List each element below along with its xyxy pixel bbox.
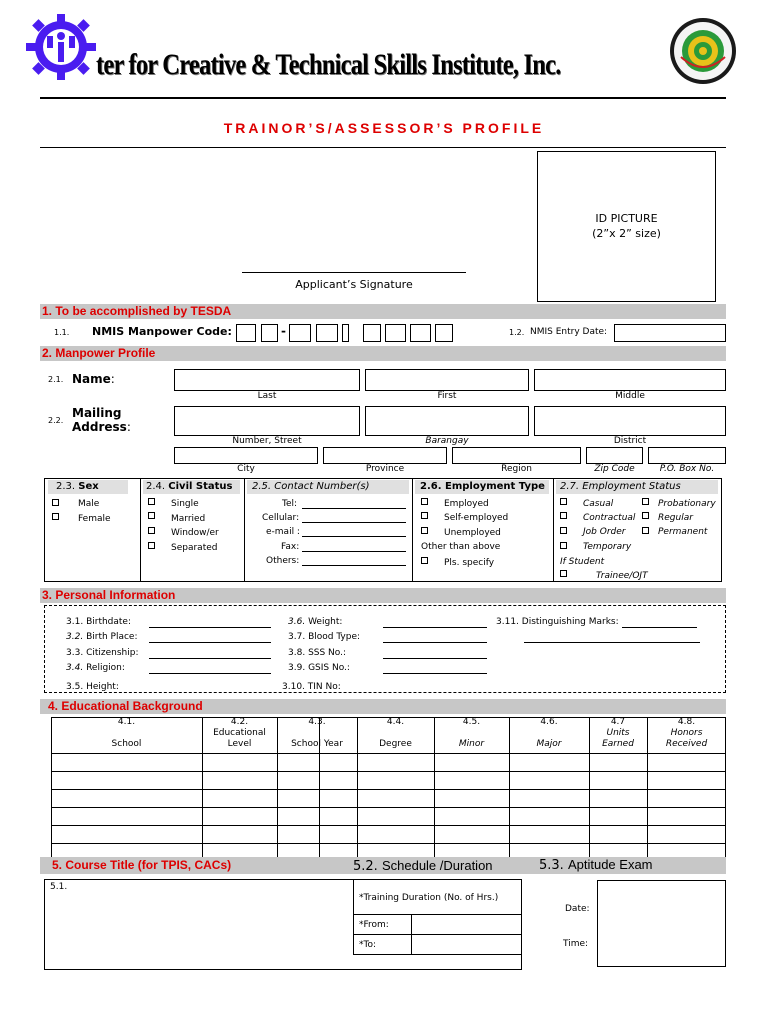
schedule-row-line-3 <box>353 954 522 955</box>
last-caption: Last <box>257 391 277 401</box>
weight-line[interactable] <box>383 627 487 628</box>
middle-caption: Middle <box>615 391 645 401</box>
col-level: 4.2. Educational Level <box>213 717 266 749</box>
city-caption: City <box>237 464 255 474</box>
exam-date-label: Date: <box>565 904 590 914</box>
blood-label: 3.7. Blood Type: <box>288 632 361 642</box>
nmis-code-box-6[interactable] <box>363 324 381 342</box>
female-checkbox[interactable] <box>52 513 59 520</box>
barangay-field[interactable] <box>365 406 529 436</box>
gsis-label: 3.9. GSIS No.: <box>288 663 350 673</box>
single-label: Single <box>171 499 199 509</box>
widow-label: Window/er <box>171 528 219 538</box>
probationary-checkbox[interactable] <box>642 498 649 505</box>
province-caption: Province <box>365 464 405 474</box>
contact-title: 2.5. Contact Number(s) <box>252 481 370 492</box>
separated-checkbox[interactable] <box>148 542 155 549</box>
section-1-title: 1. To be accomplished by TESDA <box>42 304 232 318</box>
job-order-label: Job Order <box>583 527 626 537</box>
section-5-title: 5. Course Title (for TPIS, CACs) <box>52 858 232 872</box>
nmis-dash: - <box>281 324 286 338</box>
unemployed-checkbox[interactable] <box>421 527 428 534</box>
item-number: 1.2. <box>509 328 525 337</box>
nmis-code-box-7[interactable] <box>385 324 406 342</box>
fax-line[interactable] <box>302 551 406 552</box>
schedule-col-line <box>411 914 412 954</box>
org-name: ter for Creative & Technical Skills Institute, Inc. <box>96 48 561 81</box>
form-title: TRAINOR’S/ASSESSOR’S PROFILE <box>223 120 545 136</box>
temporary-checkbox[interactable] <box>560 542 567 549</box>
widow-checkbox[interactable] <box>148 527 155 534</box>
aptitude-exam-box[interactable] <box>597 880 726 967</box>
table-row[interactable] <box>52 826 726 844</box>
id-picture-label: ID PICTURE <box>595 212 658 225</box>
tin-label: 3.10. TIN No: <box>282 682 341 692</box>
table-row[interactable] <box>52 754 726 772</box>
exam-time-label: Time: <box>563 939 589 949</box>
personal-info-box <box>44 605 726 693</box>
first-caption: First <box>437 391 457 401</box>
cellular-line[interactable] <box>302 522 406 523</box>
employed-label: Employed <box>444 499 489 509</box>
specify-checkbox[interactable] <box>421 557 428 564</box>
nmis-code-box-1[interactable] <box>236 324 256 342</box>
sex-title: 2.3. Sex <box>56 481 99 492</box>
others-line[interactable] <box>302 565 406 566</box>
contractual-label: Contractual <box>583 513 636 523</box>
item-number: 1.1. <box>54 328 70 337</box>
section-3-title: 3. Personal Information <box>42 588 176 602</box>
name-label: Name: <box>72 372 115 386</box>
section-1-bar <box>40 304 726 319</box>
marks-label: 3.11. Distinguishing Marks: <box>496 617 619 627</box>
signature-line[interactable] <box>242 272 466 273</box>
item-number: 5.1. <box>50 882 68 892</box>
civil-title: 2.4. Civil Status <box>146 481 233 492</box>
birthdate-label: 3.1. Birthdate: <box>66 617 131 627</box>
blood-line[interactable] <box>383 642 487 643</box>
separated-label: Separated <box>171 543 218 553</box>
single-checkbox[interactable] <box>148 498 155 505</box>
col-degree: 4.4. Degree <box>379 717 412 749</box>
email-label: e-mail : <box>266 527 300 537</box>
tel-label: Tel: <box>282 499 298 509</box>
divider <box>553 478 554 582</box>
self-employed-checkbox[interactable] <box>421 512 428 519</box>
last-name-field[interactable] <box>174 369 360 391</box>
empstatus-title: 2.7. Employment Status <box>560 481 681 492</box>
sss-label: 3.8. SSS No.: <box>288 648 347 658</box>
schedule-row-line-2 <box>353 934 522 935</box>
regular-label: Regular <box>658 513 693 523</box>
col-school: 4.1. School <box>111 717 142 749</box>
contractual-checkbox[interactable] <box>560 512 567 519</box>
signature-label: Applicant’s Signature <box>295 278 413 291</box>
cellular-label: Cellular: <box>262 513 300 523</box>
citizenship-label: 3.3. Citizenship: <box>66 648 139 658</box>
trainee-checkbox[interactable] <box>560 570 567 577</box>
region-field[interactable] <box>452 447 581 464</box>
citizenship-line[interactable] <box>149 658 271 659</box>
section-2-bar <box>40 346 726 361</box>
nmis-code-box-2[interactable] <box>261 324 278 342</box>
divider <box>244 478 245 582</box>
fax-label: Fax: <box>281 542 300 552</box>
schedule-title: 5.2. Schedule /Duration <box>353 858 493 874</box>
emptype-title: 2.6. Employment Type <box>420 481 545 492</box>
casual-label: Casual <box>583 499 614 509</box>
marks-line-1[interactable] <box>622 627 697 628</box>
divider <box>412 478 413 582</box>
married-checkbox[interactable] <box>148 512 155 519</box>
gsis-line[interactable] <box>383 673 487 674</box>
self-employed-label: Self-employed <box>444 513 509 523</box>
item-number: 2.2. <box>48 416 64 425</box>
street-field[interactable] <box>174 406 360 436</box>
from-label: *From: <box>359 920 389 930</box>
nmis-code-box-4[interactable] <box>316 324 338 342</box>
header-rule <box>40 97 726 99</box>
weight-label: 3.6. Weight: <box>288 617 343 627</box>
first-name-field[interactable] <box>365 369 529 391</box>
casual-checkbox[interactable] <box>560 498 567 505</box>
barangay-caption: Barangay <box>425 436 469 446</box>
zip-field[interactable] <box>586 447 643 464</box>
item-number: 2.1. <box>48 375 64 384</box>
nmis-code-box-8[interactable] <box>410 324 431 342</box>
nmis-entry-date-field[interactable] <box>614 324 726 342</box>
marks-line-2[interactable] <box>524 642 700 643</box>
probationary-label: Probationary <box>658 499 716 509</box>
province-field[interactable] <box>323 447 447 464</box>
table-row[interactable] <box>52 790 726 808</box>
col-honors: 4.8. Honors Received <box>665 717 708 749</box>
nmis-code-box-5[interactable] <box>342 324 349 342</box>
nmis-code-label: NMIS Manpower Code: <box>92 325 232 338</box>
employed-checkbox[interactable] <box>421 498 428 505</box>
permanent-checkbox[interactable] <box>642 527 649 534</box>
unemployed-label: Unemployed <box>444 528 501 538</box>
nmis-entry-label: NMIS Entry Date: <box>530 327 608 337</box>
col-major: 4.6. Major <box>536 717 562 749</box>
table-row[interactable] <box>52 772 726 790</box>
street-caption: Number, Street <box>232 436 302 446</box>
middle-name-field[interactable] <box>534 369 726 391</box>
to-label: *To: <box>359 940 377 950</box>
permanent-label: Permanent <box>658 527 708 537</box>
section-3-bar <box>40 588 726 603</box>
id-picture-size: (2”x 2” size) <box>592 227 661 240</box>
pobox-field[interactable] <box>648 447 726 464</box>
tesda-logo <box>20 12 102 82</box>
nmis-code-box-9[interactable] <box>435 324 453 342</box>
others-label: Others: <box>266 556 300 566</box>
col-minor: 4.5. Minor <box>458 717 485 749</box>
title-rule <box>40 147 726 148</box>
col-school-year: 4.3. School Year <box>291 717 343 749</box>
zip-caption: Zip Code <box>594 464 635 474</box>
section-4-bar <box>40 699 726 714</box>
height-label: 3.5. Height: <box>66 682 119 692</box>
divider <box>140 478 141 582</box>
if-student-label: If Student <box>560 557 605 567</box>
birthplace-line[interactable] <box>149 642 271 643</box>
table-row[interactable] <box>52 808 726 826</box>
col-units: 4.7 Units Earned <box>602 717 634 749</box>
specify-label: Pls. specify <box>444 558 495 568</box>
job-order-checkbox[interactable] <box>560 527 567 534</box>
institute-seal <box>669 17 737 85</box>
other-than-label: Other than above <box>421 542 501 552</box>
regular-checkbox[interactable] <box>642 512 649 519</box>
district-caption: District <box>613 436 647 446</box>
religion-label: 3.4. Religion: <box>66 663 125 673</box>
trainee-label: Trainee/OJT <box>596 571 648 581</box>
male-checkbox[interactable] <box>52 499 59 506</box>
section-4-title: 4. Educational Background <box>48 699 203 713</box>
tel-line[interactable] <box>302 508 406 509</box>
married-label: Married <box>171 514 206 524</box>
sss-line[interactable] <box>383 658 487 659</box>
pobox-caption: P.O. Box No. <box>659 464 715 474</box>
religion-line[interactable] <box>149 673 271 674</box>
section-2-title: 2. Manpower Profile <box>42 346 156 360</box>
birthdate-line[interactable] <box>149 627 271 628</box>
address-label: Address: <box>72 420 131 434</box>
birthplace-label: 3.2. Birth Place: <box>66 632 138 642</box>
nmis-code-box-3[interactable] <box>289 324 311 342</box>
mailing-label: Mailing <box>72 406 122 420</box>
temporary-label: Temporary <box>583 542 632 552</box>
city-field[interactable] <box>174 447 318 464</box>
aptitude-title: 5.3. Aptitude Exam <box>539 857 653 873</box>
district-field[interactable] <box>534 406 726 436</box>
training-duration-label: *Training Duration (No. of Hrs.) <box>359 893 499 903</box>
male-label: Male <box>78 499 100 509</box>
schedule-divider <box>353 879 354 955</box>
schedule-row-line-1 <box>353 914 522 915</box>
female-label: Female <box>78 514 111 524</box>
email-line[interactable] <box>302 536 406 537</box>
region-caption: Region <box>501 464 532 474</box>
